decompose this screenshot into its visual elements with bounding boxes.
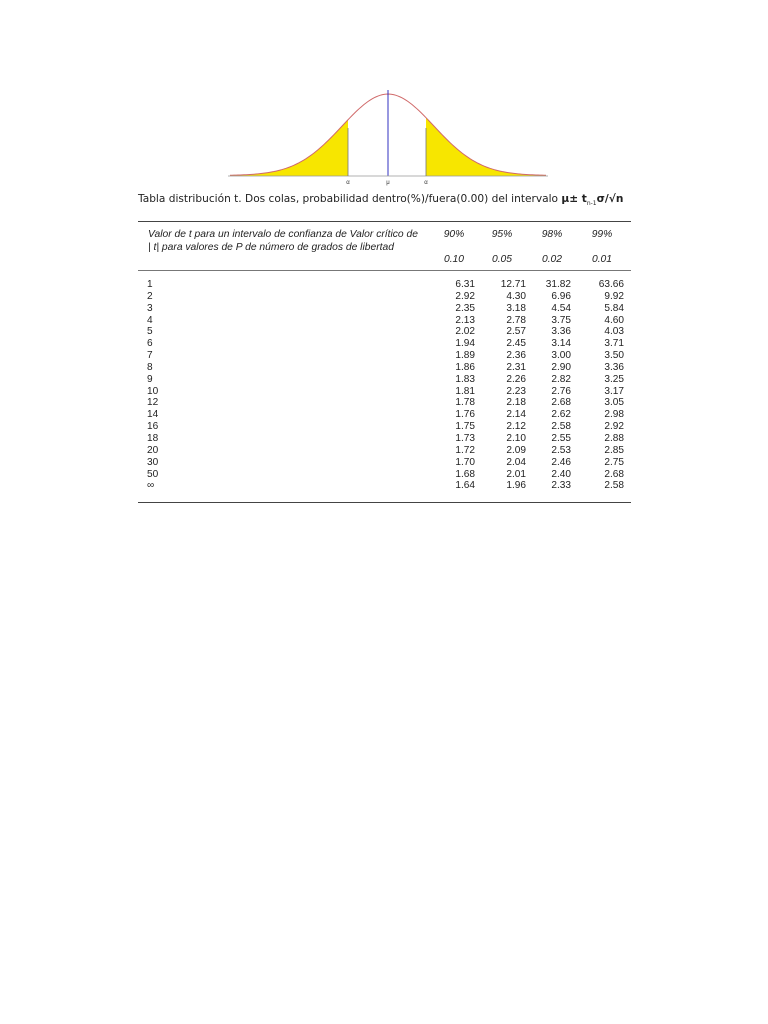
t-value-cell: 2.46 xyxy=(551,456,571,468)
t-value-cell: 2.88 xyxy=(604,432,624,444)
df-cell: 2 xyxy=(147,290,153,302)
t-value-cell: 4.03 xyxy=(604,326,624,338)
t-value-cell: 3.25 xyxy=(604,373,624,385)
table-row xyxy=(138,457,631,469)
title-main: Tabla distribución t. Dos colas, probabilidad dentro(%)/fuera(0.00) del intervalo xyxy=(138,193,562,205)
table-header-description: Valor de t para un intervalo de confianza de Valor crítico de | t| para valores de P de número de grados de libertad xyxy=(148,229,418,253)
table-row xyxy=(138,445,631,457)
t-value-cell: 3.18 xyxy=(506,302,526,314)
table-row xyxy=(138,386,631,398)
table-top-rule xyxy=(138,221,631,222)
t-value-cell: 2.04 xyxy=(506,456,526,468)
t-value-cell: 1.78 xyxy=(455,397,475,409)
t-value-cell: 1.73 xyxy=(455,432,475,444)
df-cell: 8 xyxy=(147,361,153,373)
table-row xyxy=(138,397,631,409)
df-cell: 3 xyxy=(147,302,153,314)
t-value-cell: 2.14 xyxy=(506,409,526,421)
table-header-rule xyxy=(138,270,631,271)
t-value-cell: 2.01 xyxy=(506,468,526,480)
df-cell: 12 xyxy=(147,397,159,409)
t-value-cell: 1.83 xyxy=(455,373,475,385)
t-value-cell: 2.92 xyxy=(455,290,475,302)
t-value-cell: 3.14 xyxy=(551,338,571,350)
t-value-cell: 2.45 xyxy=(506,338,526,350)
t-value-cell: 1.76 xyxy=(455,409,475,421)
table-row xyxy=(138,279,631,291)
confidence-99: 99% xyxy=(591,229,613,240)
table-title xyxy=(138,193,638,207)
df-cell: 10 xyxy=(147,385,159,397)
t-value-cell: 2.53 xyxy=(551,444,571,456)
t-value-cell: 2.82 xyxy=(551,373,571,385)
t-value-cell: 2.92 xyxy=(604,421,624,433)
table-bottom-rule xyxy=(138,502,631,503)
t-distribution-curve xyxy=(226,88,550,188)
t-value-cell: 2.23 xyxy=(506,385,526,397)
t-value-cell: 2.35 xyxy=(455,302,475,314)
table-row xyxy=(138,315,631,327)
t-value-cell: 63.66 xyxy=(598,279,624,290)
t-value-cell: 2.85 xyxy=(604,444,624,456)
t-value-cell: 3.00 xyxy=(551,350,571,362)
table-row xyxy=(138,338,631,350)
t-value-cell: 2.58 xyxy=(551,421,571,433)
t-value-cell: 2.31 xyxy=(506,361,526,373)
t-value-cell: 2.78 xyxy=(506,314,526,326)
t-value-cell: 1.68 xyxy=(455,468,475,480)
t-value-cell: 4.54 xyxy=(551,302,571,314)
table-row xyxy=(138,480,631,492)
t-value-cell: 1.75 xyxy=(455,421,475,433)
df-cell: 5 xyxy=(147,326,153,338)
t-value-cell: 3.50 xyxy=(604,350,624,362)
t-value-cell: 3.75 xyxy=(551,314,571,326)
t-value-cell: 2.98 xyxy=(604,409,624,421)
table-row xyxy=(138,303,631,315)
t-value-cell: 3.17 xyxy=(604,385,624,397)
t-value-cell: 2.18 xyxy=(506,397,526,409)
t-value-cell: 2.13 xyxy=(455,314,475,326)
df-cell: 6 xyxy=(147,338,153,350)
t-value-cell: 3.71 xyxy=(604,338,624,350)
left-axis-label: α xyxy=(346,180,350,186)
df-cell: 14 xyxy=(147,409,159,421)
t-value-cell: 2.55 xyxy=(551,432,571,444)
p-value-002: 0.02 xyxy=(541,254,563,265)
df-cell: 4 xyxy=(147,314,153,326)
table-row xyxy=(138,374,631,386)
t-value-cell: 2.68 xyxy=(604,468,624,480)
t-value-cell: 2.90 xyxy=(551,361,571,373)
t-value-cell: 1.96 xyxy=(506,480,526,492)
t-value-cell: 9.92 xyxy=(604,290,624,302)
t-value-cell: 2.75 xyxy=(604,456,624,468)
table-row xyxy=(138,350,631,362)
t-value-cell: 2.68 xyxy=(551,397,571,409)
df-cell: 9 xyxy=(147,373,153,385)
title-tail: σ/√n xyxy=(596,193,624,205)
table-row xyxy=(138,469,631,481)
table-row xyxy=(138,409,631,421)
df-cell: ∞ xyxy=(147,480,155,492)
table-row xyxy=(138,433,631,445)
p-value-010: 0.10 xyxy=(443,254,465,265)
t-value-cell: 1.86 xyxy=(455,361,475,373)
t-value-cell: 2.36 xyxy=(506,350,526,362)
df-cell: 18 xyxy=(147,432,159,444)
confidence-95: 95% xyxy=(491,229,513,240)
confidence-98: 98% xyxy=(541,229,563,240)
t-value-cell: 4.30 xyxy=(506,290,526,302)
t-value-cell: 1.70 xyxy=(455,456,475,468)
title-subscript: n-1 xyxy=(586,200,597,208)
table-row xyxy=(138,291,631,303)
t-value-cell: 6.96 xyxy=(551,290,571,302)
table-row xyxy=(138,421,631,433)
t-value-cell: 5.84 xyxy=(604,302,624,314)
center-axis-label: μ xyxy=(386,180,390,186)
t-value-cell: 4.60 xyxy=(604,314,624,326)
t-value-cell: 2.12 xyxy=(506,421,526,433)
table-body xyxy=(138,279,631,492)
confidence-90: 90% xyxy=(443,229,465,240)
df-cell: 30 xyxy=(147,456,159,468)
t-value-cell: 2.26 xyxy=(506,373,526,385)
p-value-005: 0.05 xyxy=(491,254,513,265)
title-mu: μ± t xyxy=(561,193,587,205)
t-value-cell: 1.89 xyxy=(455,350,475,362)
t-value-cell: 2.57 xyxy=(506,326,526,338)
t-value-cell: 2.33 xyxy=(551,480,571,492)
t-value-cell: 2.76 xyxy=(551,385,571,397)
t-value-cell: 2.62 xyxy=(551,409,571,421)
t-value-cell: 1.64 xyxy=(455,480,475,492)
right-axis-label: α xyxy=(424,180,428,186)
t-value-cell: 1.94 xyxy=(455,338,475,350)
df-cell: 20 xyxy=(147,444,159,456)
t-value-cell: 1.72 xyxy=(455,444,475,456)
t-value-cell: 2.09 xyxy=(506,444,526,456)
t-value-cell: 2.10 xyxy=(506,432,526,444)
t-value-cell: 2.58 xyxy=(604,480,624,492)
df-cell: 50 xyxy=(147,468,159,480)
t-value-cell: 2.40 xyxy=(551,468,571,480)
t-value-cell: 6.31 xyxy=(455,279,475,290)
t-value-cell: 12.71 xyxy=(500,279,526,290)
t-value-cell: 3.05 xyxy=(604,397,624,409)
t-value-cell: 2.02 xyxy=(455,326,475,338)
p-value-001: 0.01 xyxy=(591,254,613,265)
t-value-cell: 1.81 xyxy=(455,385,475,397)
df-cell: 7 xyxy=(147,350,153,362)
df-cell: 1 xyxy=(147,279,153,290)
df-cell: 16 xyxy=(147,421,159,433)
t-value-cell: 31.82 xyxy=(545,279,571,290)
t-value-cell: 3.36 xyxy=(551,326,571,338)
table-row xyxy=(138,362,631,374)
table-row xyxy=(138,326,631,338)
t-value-cell: 3.36 xyxy=(604,361,624,373)
